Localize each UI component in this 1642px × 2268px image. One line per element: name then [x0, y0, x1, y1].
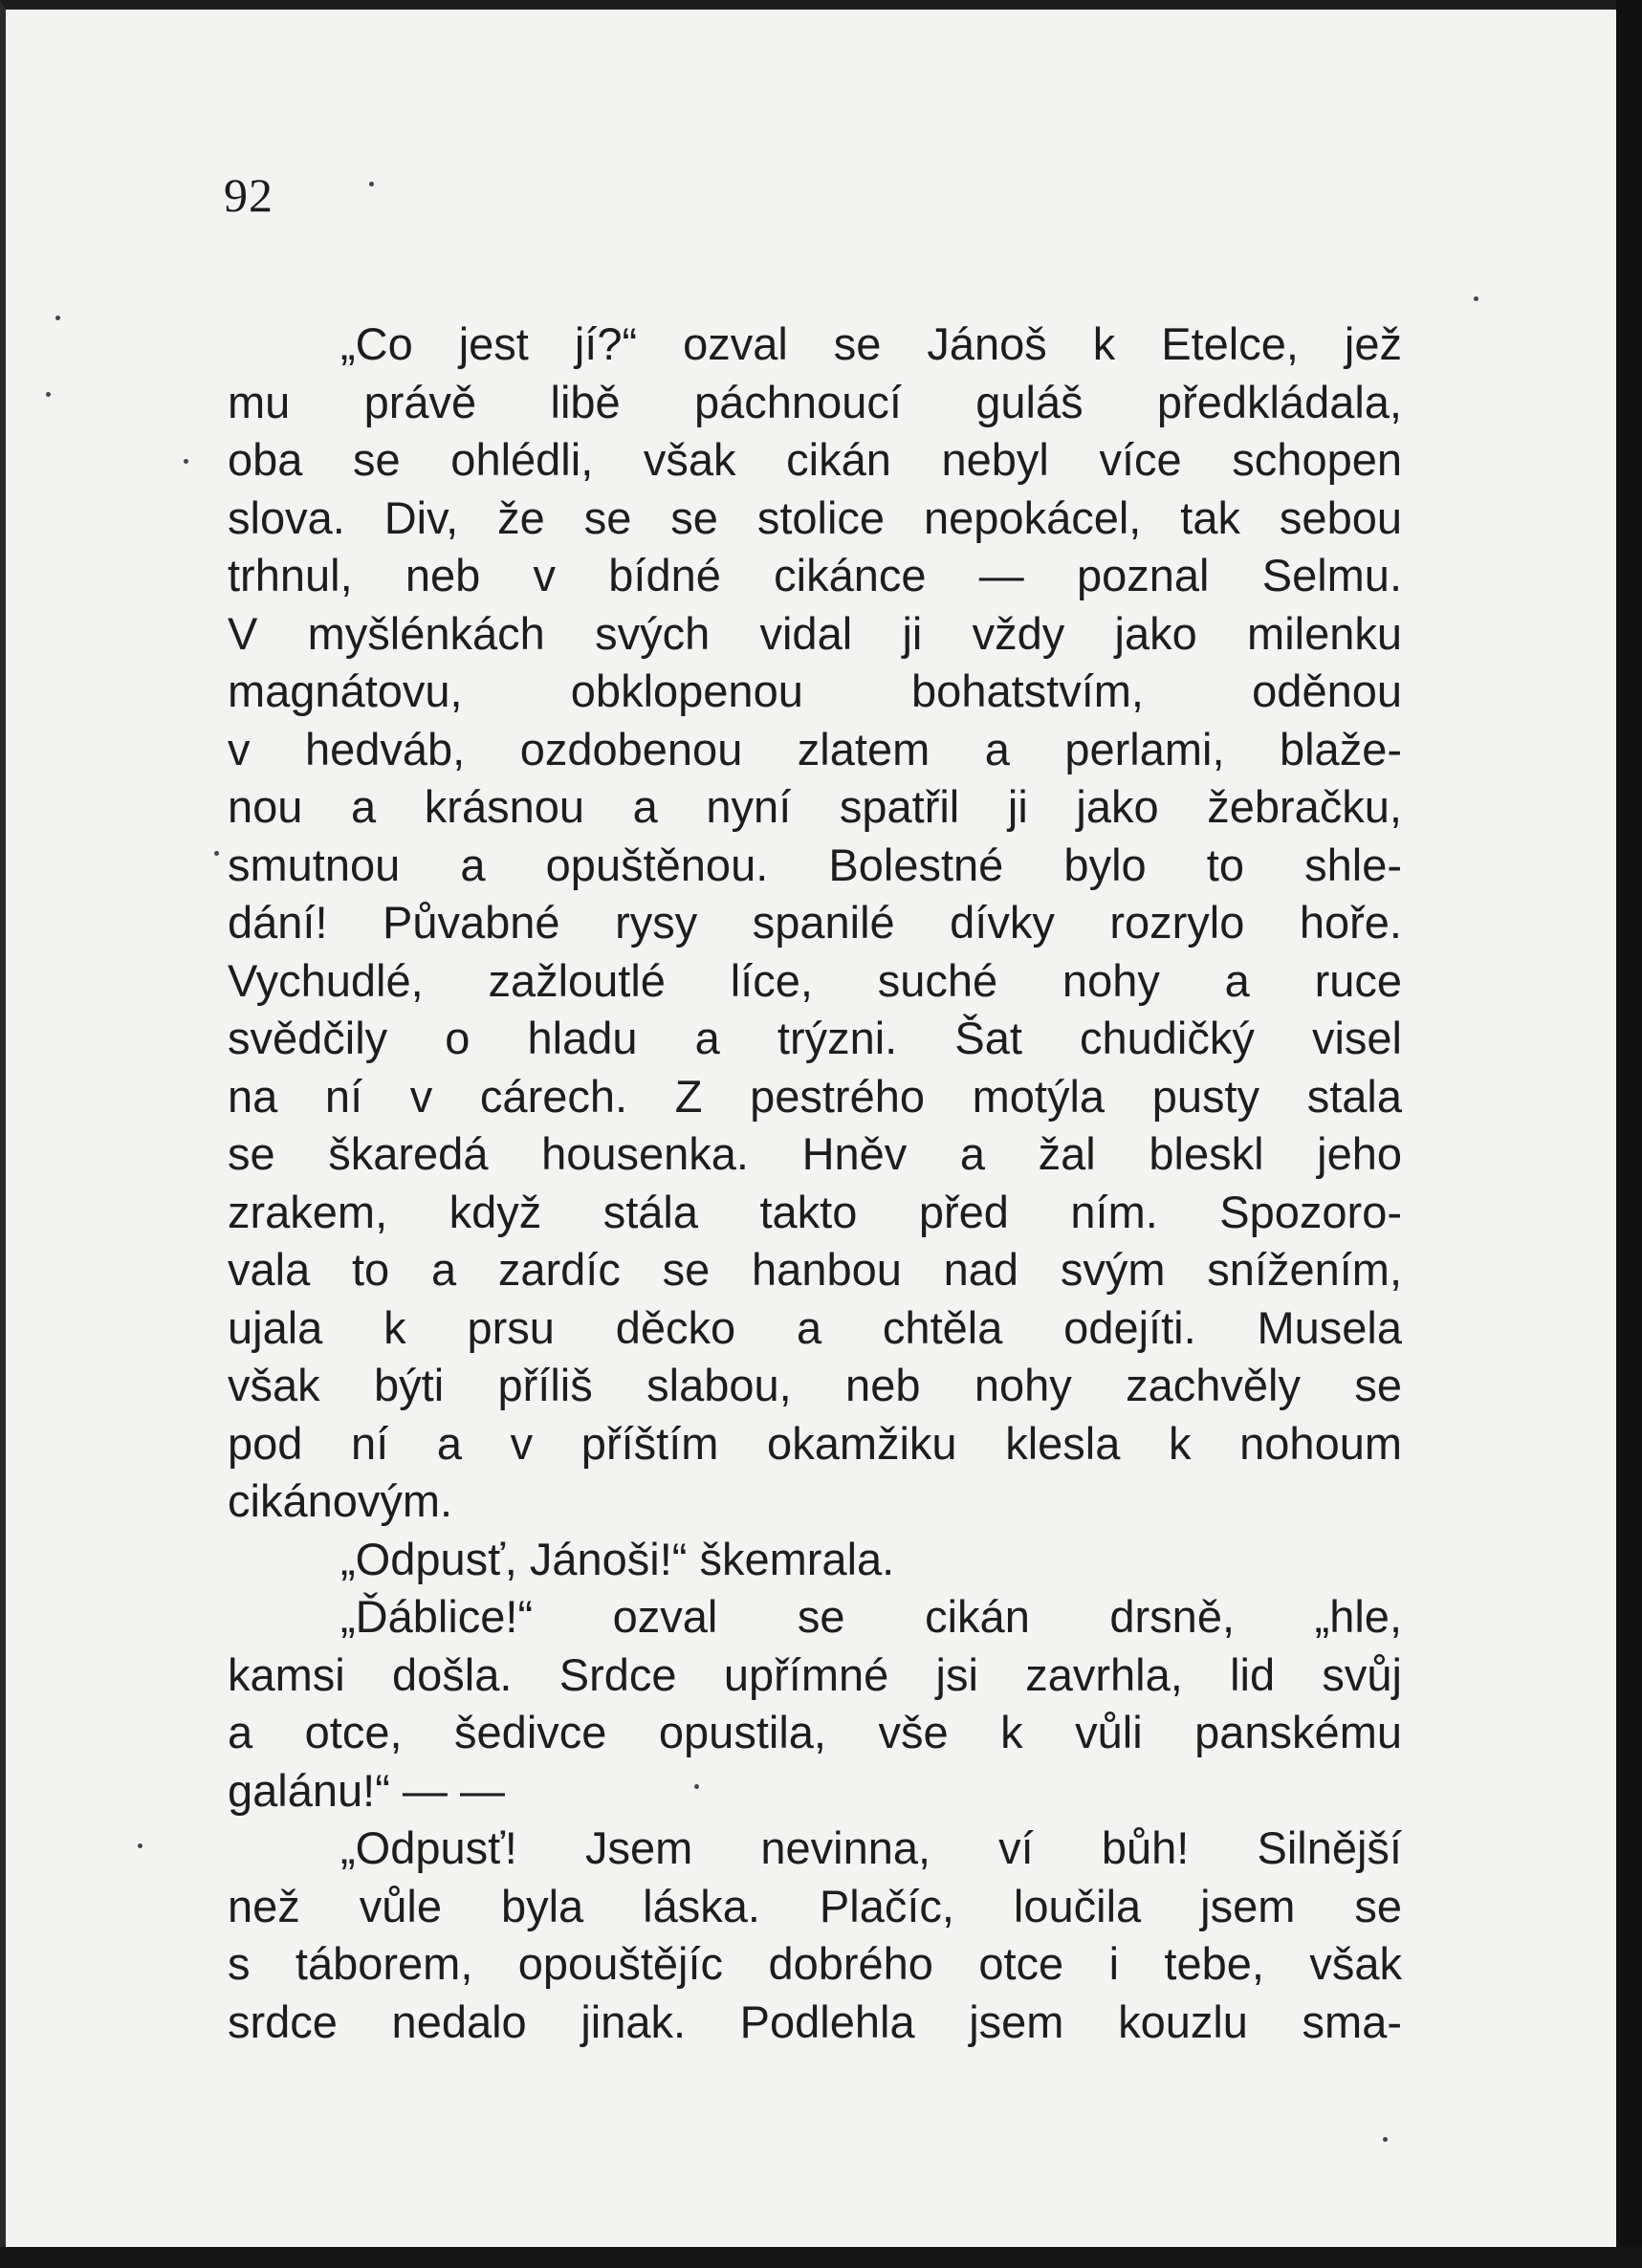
text-line: cikánovým. — [228, 1475, 453, 1526]
text-line: galánu!“ — — — [228, 1764, 505, 1816]
scan-bottom-edge — [0, 2247, 1642, 2268]
text-line: „Co jest jí?“ ozval se Jánoš k Etelce, jež — [340, 318, 1402, 369]
text-line: svědčily o hladu a trýzni. Šat chudičký visel — [228, 1013, 1402, 1063]
text-line: se škaredá housenka. Hněv a žal bleskl jeho — [228, 1128, 1402, 1179]
text-line: magnátovu, obklopenou bohatstvím, oděnou — [228, 665, 1402, 716]
text-line: srdce nedalo jinak. Podlehla jsem kouzlu sma- — [228, 1995, 1402, 2047]
text-line: nou a krásnou a nyní spatřil ji jako žebračku, — [228, 781, 1402, 832]
scan-right-edge — [1616, 0, 1642, 2268]
text-line: pod ní a v příštím okamžiku klesla k nohoum — [228, 1417, 1402, 1469]
print-speck — [46, 392, 51, 397]
text-line: smutnou a opuštěnou. Bolestné bylo to shle- — [228, 839, 1402, 890]
text-line: zrakem, když stála takto před ním. Spozoro- — [228, 1186, 1402, 1237]
text-line: slova. Div, že se se stolice nepokácel, tak sebou — [228, 491, 1402, 543]
text-line: s táborem, opouštějíc dobrého otce i tebe, však — [228, 1938, 1402, 1989]
print-speck — [138, 1843, 142, 1848]
text-line: na ní v cárech. Z pestrého motýla pusty stala — [228, 1070, 1402, 1122]
text-line: oba se ohlédli, však cikán nebyl více schopen — [228, 434, 1402, 485]
text-line: V myšlénkách svých vidal ji vždy jako milenku — [228, 607, 1402, 659]
text-line: než vůle byla láska. Plačíc, loučila jsem se — [228, 1880, 1402, 1931]
print-speck — [214, 851, 219, 856]
text-line: „Odpusť, Jánoši!“ škemrala. — [340, 1533, 895, 1584]
text-line: kamsi došla. Srdce upřímné jsi zavrhla, lid svůj — [228, 1648, 1402, 1700]
print-speck — [55, 316, 60, 320]
text-line: v hedváb, ozdobenou zlatem a perlami, blaže- — [228, 723, 1402, 774]
text-line: „Ďáblice!“ ozval se cikán drsně, „hle, — [340, 1591, 1402, 1642]
text-line: vala to a zardíc se hanbou nad svým snížením, — [228, 1244, 1402, 1295]
text-line: však býti příliš slabou, neb nohy zachvěly se — [228, 1360, 1402, 1410]
print-speck — [369, 182, 374, 186]
text-line: mu právě libě páchnoucí guláš předkládala, — [228, 376, 1402, 427]
print-speck — [1474, 296, 1478, 301]
print-speck — [184, 459, 188, 464]
text-line: dání! Půvabné rysy spanilé dívky rozrylo hoře. — [228, 897, 1402, 948]
text-line: trhnul, neb v bídné cikánce — poznal Selmu. — [228, 550, 1402, 600]
print-speck — [1383, 2137, 1388, 2142]
text-line: ujala k prsu děcko a chtěla odejíti. Musela — [228, 1301, 1402, 1353]
text-line: Vychudlé, zažloutlé líce, suché nohy a ruce — [228, 954, 1402, 1006]
text-line: a otce, šedivce opustila, vše k vůli panskému — [228, 1707, 1402, 1757]
body-text — [228, 316, 1402, 2051]
page-number: 92 — [224, 168, 274, 222]
text-line: „Odpusť! Jsem nevinna, ví bůh! Silnější — [340, 1822, 1402, 1873]
